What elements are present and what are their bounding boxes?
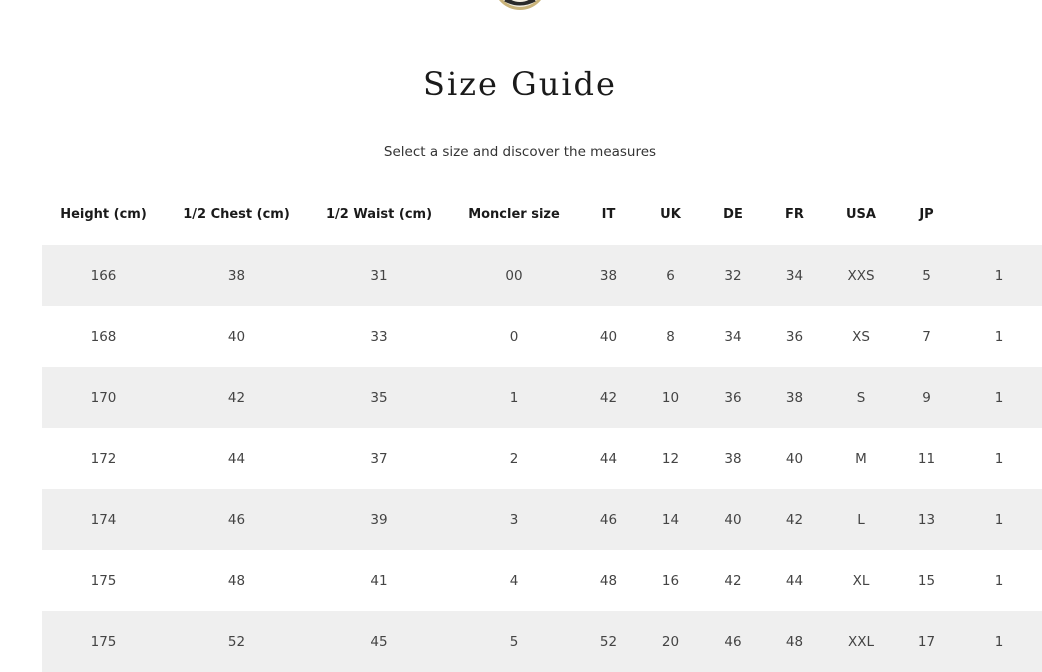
table-cell: 168: [90, 328, 117, 345]
table-cell: 1: [994, 267, 1004, 284]
table-cell: XS: [852, 328, 870, 345]
table-cell: 166: [90, 267, 117, 284]
header-fr: FR: [785, 207, 804, 222]
table-cell: 7: [922, 328, 931, 345]
table-cell: 14: [661, 511, 680, 528]
table-cell: 2: [509, 450, 519, 467]
table-cell: 174: [90, 511, 117, 528]
page-title: Size Guide: [423, 65, 617, 103]
table-cell: 42: [785, 511, 804, 528]
table-cell: 39: [370, 511, 388, 528]
table-cell: 38: [227, 267, 246, 284]
table-cell: 40: [785, 450, 804, 467]
table-cell: S: [856, 389, 866, 406]
table-row: [42, 550, 1042, 611]
table-cell: 13: [917, 511, 936, 528]
table-cell: 48: [785, 633, 804, 650]
table-cell: 52: [227, 633, 246, 650]
table-cell: 46: [724, 633, 742, 650]
table-cell: 32: [724, 267, 742, 284]
table-cell: 38: [599, 267, 618, 284]
table-cell: 40: [227, 328, 246, 345]
table-cell: XXS: [847, 267, 875, 284]
table-cell: 175: [90, 633, 117, 650]
table-cell: 1: [994, 450, 1004, 467]
table-row: [42, 306, 1042, 367]
brand-logo: [491, 0, 549, 12]
header-de: DE: [723, 207, 743, 222]
header-it: IT: [601, 207, 616, 222]
table-cell: 1: [994, 389, 1004, 406]
table-row: [42, 428, 1042, 489]
table-cell: 9: [922, 389, 931, 406]
table-cell: 42: [724, 572, 742, 589]
table-cell: 172: [90, 450, 117, 467]
table-cell: 46: [599, 511, 618, 528]
table-cell: M: [855, 450, 867, 467]
page-subtitle: Select a size and discover the measures: [383, 144, 657, 160]
table-row: [42, 611, 1042, 672]
table-cell: 42: [227, 389, 246, 406]
size-table: [42, 184, 1042, 672]
table-cell: 36: [724, 389, 742, 406]
header-extra: [956, 184, 1042, 245]
table-cell: 35: [370, 389, 388, 406]
table-cell: 5: [509, 633, 519, 650]
table-cell: 6: [666, 267, 675, 284]
header-moncler-size: Moncler size: [468, 207, 560, 222]
table-cell: 17: [917, 633, 936, 650]
table-cell: 40: [724, 511, 742, 528]
table-row: [42, 489, 1042, 550]
table-cell: 44: [599, 450, 618, 467]
table-cell: 48: [599, 572, 618, 589]
table-cell: 52: [599, 633, 618, 650]
table-row: [42, 367, 1042, 428]
table-cell: 1: [994, 572, 1004, 589]
table-cell: 10: [661, 389, 680, 406]
table-cell: 15: [917, 572, 936, 589]
table-cell: 36: [785, 328, 804, 345]
table-cell: 37: [370, 450, 388, 467]
table-cell: 44: [785, 572, 804, 589]
table-cell: 0: [509, 328, 519, 345]
table-cell: 46: [227, 511, 246, 528]
table-cell: 8: [666, 328, 675, 345]
table-cell: 1: [994, 633, 1004, 650]
table-cell: 3: [509, 511, 519, 528]
header-half-chest: 1/2 Chest (cm): [183, 207, 290, 222]
table-cell: XXL: [847, 633, 875, 650]
table-cell: 31: [370, 267, 388, 284]
table-cell: 00: [505, 267, 523, 284]
table-cell: 48: [227, 572, 246, 589]
size-table-container[interactable]: [42, 184, 1004, 669]
table-cell: 1: [994, 511, 1004, 528]
table-cell: XL: [852, 572, 870, 589]
table-cell: 42: [599, 389, 618, 406]
table-cell: 20: [661, 633, 680, 650]
table-cell: 5: [922, 267, 931, 284]
table-cell: 40: [599, 328, 618, 345]
table-cell: L: [857, 511, 865, 528]
table-cell: 41: [370, 572, 388, 589]
table-cell: 4: [509, 572, 519, 589]
table-cell: 1: [509, 389, 519, 406]
header-usa: USA: [846, 207, 876, 222]
table-cell: 1: [994, 328, 1004, 345]
table-cell: 38: [724, 450, 742, 467]
table-cell: 170: [90, 389, 117, 406]
table-cell: 34: [724, 328, 742, 345]
header-uk: UK: [660, 207, 681, 222]
table-cell: 12: [661, 450, 680, 467]
table-cell: 38: [785, 389, 804, 406]
table-cell: 45: [370, 633, 388, 650]
table-cell: 11: [917, 450, 936, 467]
table-header-row: [42, 184, 1042, 245]
header-jp: JP: [919, 207, 934, 222]
header-half-waist: 1/2 Waist (cm): [325, 207, 433, 222]
header-height: Height (cm): [60, 207, 147, 222]
table-cell: 175: [90, 572, 117, 589]
table-cell: 44: [227, 450, 246, 467]
table-row: [42, 245, 1042, 306]
table-cell: 34: [785, 267, 804, 284]
table-cell: 16: [661, 572, 680, 589]
table-cell: 33: [370, 328, 388, 345]
